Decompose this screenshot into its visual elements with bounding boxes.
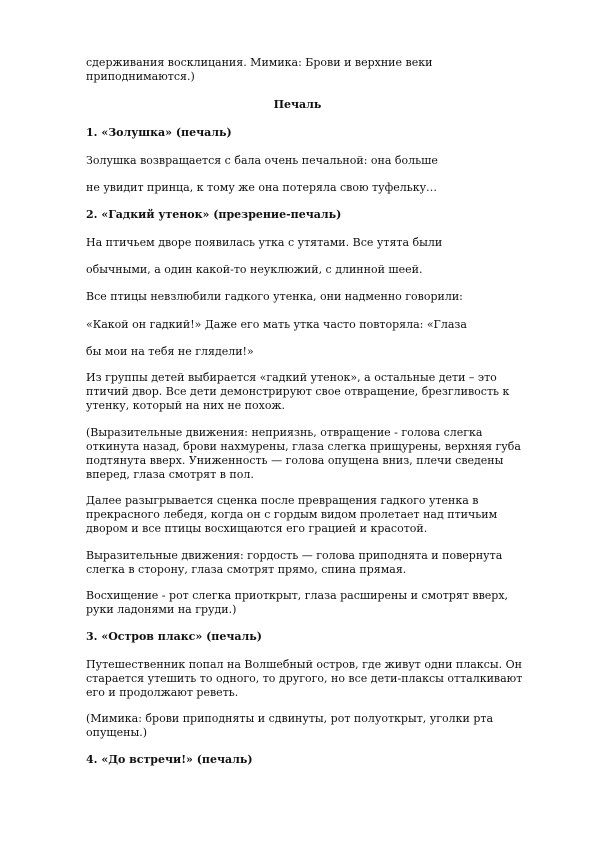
item-1-paragraph: не увидит принца, к тому же она потеряла свою туфельку… bbox=[86, 181, 438, 194]
item-3-paragraph: Путешественник попал на Волшебный остров, где живут одни плаксы. Он старается утешить то одного, то другого, но все дети-плаксы отталкивают его и продолжают реветь. bbox=[86, 658, 523, 699]
item-2-paragraph: На птичьем дворе появилась утка с утятами. Все утята были bbox=[86, 236, 443, 249]
item-3-paragraph: (Мимика: брови приподняты и сдвинуты, рот полуоткрыт, уголки рта опущены.) bbox=[86, 712, 494, 739]
item-4-heading: 4. «До встречи!» (печаль) bbox=[86, 753, 253, 766]
item-2-paragraph: Из группы детей выбирается «гадкий утенок», а остальные дети – это птичий двор. Все дети демонстрируют свое отвращение, брезгливость к утенку, который на них не похож. bbox=[86, 371, 510, 412]
section-title: Печаль bbox=[273, 98, 322, 111]
continuation-text: сдерживания восклицания. Мимика: Брови и верхние веки приподнимаются.) bbox=[86, 56, 433, 83]
item-2-paragraph: «Какой он гадкий!» Даже его мать утка часто повторяла: «Глаза bbox=[86, 318, 467, 331]
item-2-paragraph: бы мои на тебя не глядели!» bbox=[86, 345, 254, 358]
item-2-heading: 2. «Гадкий утенок» (презрение-печаль) bbox=[86, 208, 342, 221]
item-2-paragraph: (Выразительные движения: неприязнь, отвращение - голова слегка откинута назад, брови нахмурены, глаза слегка прищурены, верхняя губа подтянута вверх. Униженность — голова опущена вниз, плечи сведены вперед, глаза смотрят в пол. bbox=[86, 426, 521, 481]
item-2-paragraph: Восхищение - рот слегка приоткрыт, глаза расширены и смотрят вверх, руки ладонями на груди.) bbox=[86, 589, 509, 616]
item-3-heading: 3. «Остров плакс» (печаль) bbox=[86, 630, 262, 643]
item-1-paragraph: Золушка возвращается с бала очень печальной: она больше bbox=[86, 154, 438, 167]
item-2-paragraph: Все птицы невзлюбили гадкого утенка, они надменно говорили: bbox=[86, 290, 463, 303]
item-2-paragraph: Далее разыгрывается сценка после превращения гадкого утенка в прекрасного лебедя, когда он с гордым видом пролетает над птичьим двором и все птицы восхищаются его грацией и красотой. bbox=[86, 494, 498, 535]
item-1-heading: 1. «Золушка» (печаль) bbox=[86, 126, 232, 139]
item-2-paragraph: Выразительные движения: гордость — голова приподнята и повернута слегка в сторону, глаза смотрят прямо, спина прямая. bbox=[86, 549, 503, 576]
item-2-paragraph: обычными, а один какой-то неуклюжий, с длинной шеей. bbox=[86, 263, 423, 276]
